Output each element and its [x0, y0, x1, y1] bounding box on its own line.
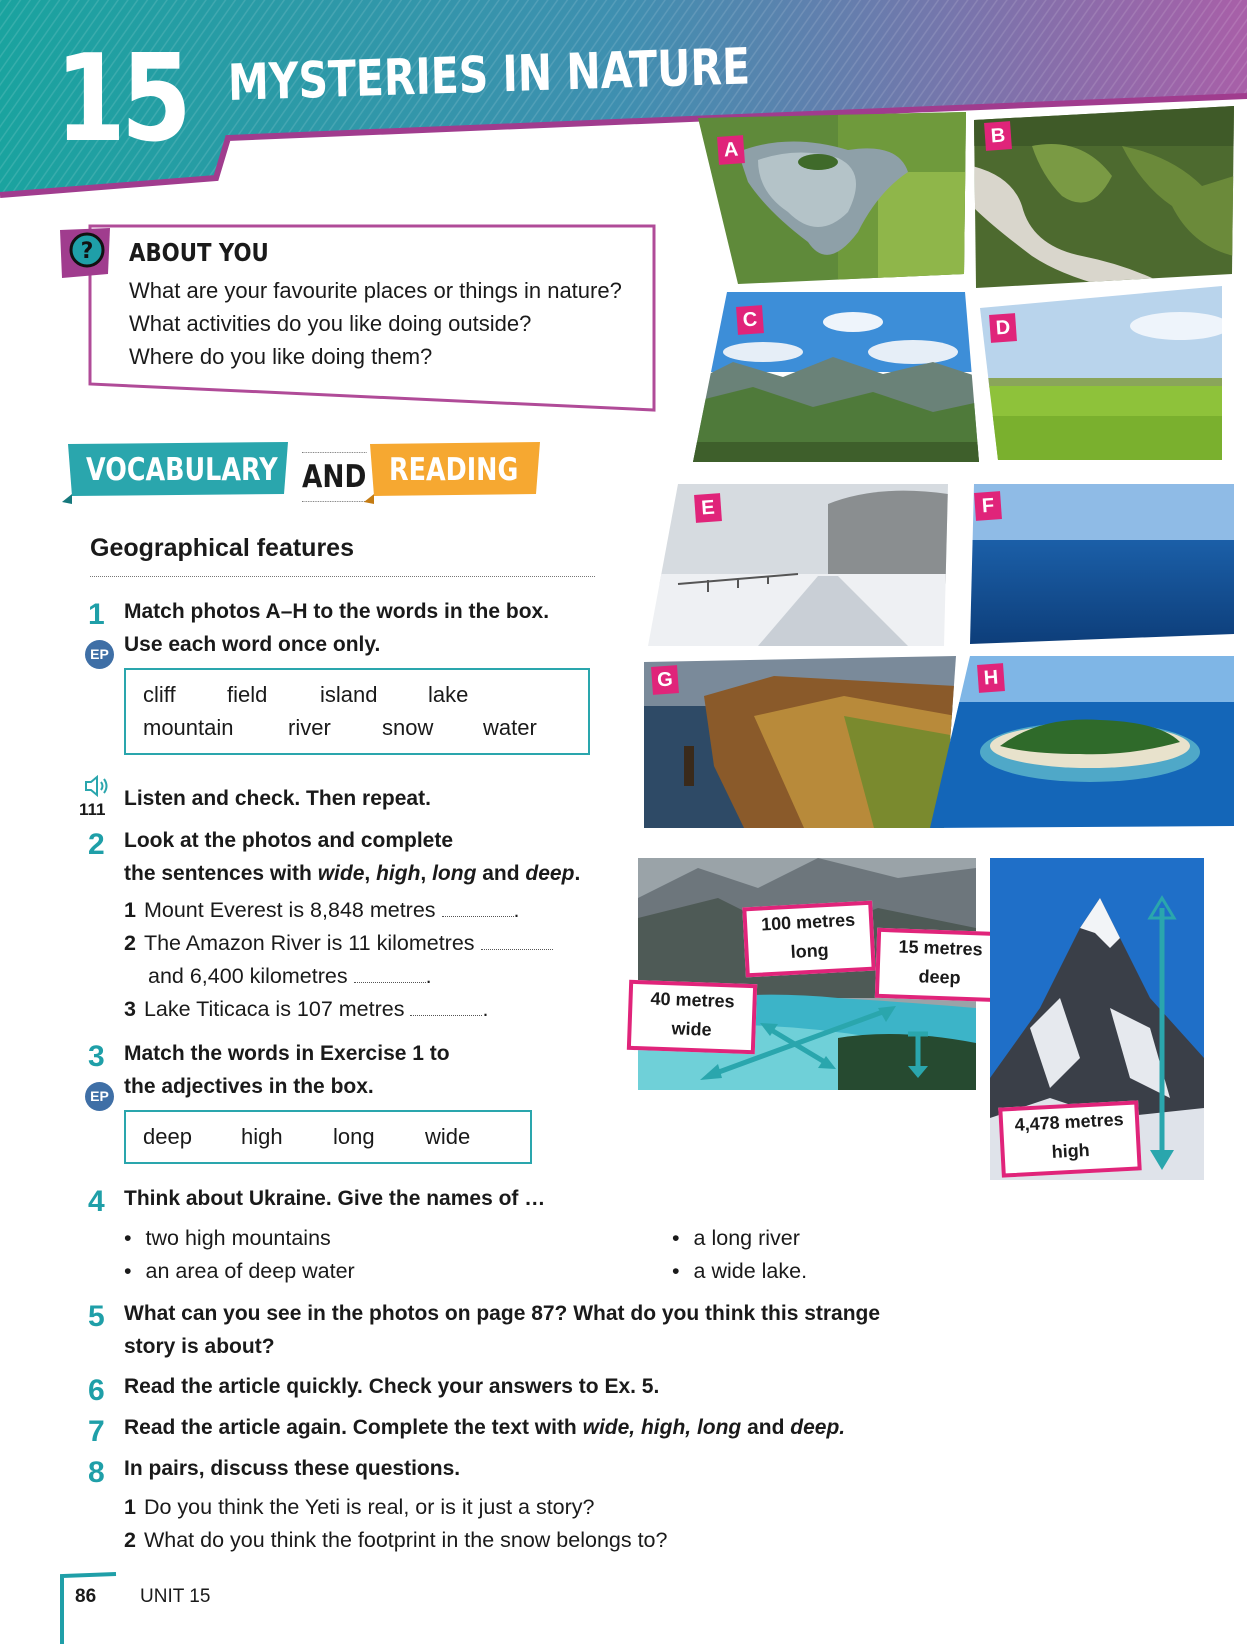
- ex4-bullet-3: • a long river: [672, 1226, 800, 1251]
- listen-instruction: Listen and check. Then repeat.: [124, 787, 431, 810]
- word-cliff: cliff: [143, 682, 176, 707]
- svg-text:?: ?: [80, 239, 94, 264]
- photo-d-field: [980, 286, 1222, 460]
- word-wide: wide: [425, 1124, 471, 1149]
- ex3-instruction-2: the adjectives in the box.: [124, 1075, 374, 1098]
- answer-blank[interactable]: [442, 898, 514, 917]
- photo-label-a: A: [717, 135, 745, 165]
- word-mountain: mountain: [143, 715, 234, 740]
- and-label: AND: [302, 452, 366, 502]
- ex2-number: 2: [88, 828, 105, 861]
- answer-blank[interactable]: [410, 997, 482, 1016]
- footer-unit: UNIT 15: [140, 1586, 211, 1607]
- unit-title: MYSTERIES IN NATURE: [227, 37, 751, 112]
- ep-badge-ex1: EP: [85, 640, 114, 669]
- answer-blank[interactable]: [354, 964, 426, 983]
- section-title: Geographical features: [90, 534, 354, 562]
- photo-label-c: C: [736, 305, 764, 335]
- photo-label-b: B: [984, 121, 1012, 151]
- word-island: island: [320, 682, 378, 707]
- word-lake: lake: [428, 682, 469, 707]
- word-water: water: [483, 715, 537, 740]
- ex2-item-2-cont: and 6,400 kilometres .: [148, 964, 432, 988]
- ex4-bullet-2: • an area of deep water: [124, 1259, 355, 1284]
- section-divider: [90, 576, 595, 577]
- question-icon: [60, 228, 110, 278]
- audio-track-number: 111: [79, 800, 106, 819]
- about-you-heading: ABOUT YOU: [129, 238, 269, 267]
- ex4-instruction: Think about Ukraine. Give the names of …: [124, 1187, 546, 1210]
- photo-label-f: F: [974, 491, 1002, 521]
- ex6-instruction: Read the article quickly. Check your answers to Ex. 5.: [124, 1375, 660, 1398]
- ep-badge-ex3: EP: [85, 1082, 114, 1111]
- ex5-instruction-1: What can you see in the photos on page 87? What do you think this strange: [124, 1302, 881, 1325]
- word-field: field: [227, 682, 268, 707]
- ex1-number: 1: [88, 598, 105, 631]
- photo-label-h: H: [977, 663, 1005, 693]
- vocabulary-tag: VOCABULARY: [86, 452, 278, 488]
- label-40m-wide: 40 metres wide: [627, 980, 757, 1054]
- photo-label-d: D: [989, 313, 1017, 343]
- ex4-bullet-1: • two high mountains: [124, 1226, 331, 1251]
- ex1-instruction-2: Use each word once only.: [124, 633, 381, 656]
- page-number: 86: [75, 1586, 97, 1607]
- ex4-number: 4: [88, 1185, 105, 1218]
- ex8-question-2: 2 What do you think the footprint in the snow belongs to?: [124, 1528, 668, 1552]
- ex3-instruction-1: Match the words in Exercise 1 to: [124, 1042, 450, 1065]
- label-4478m-high: 4,478 metres high: [998, 1100, 1141, 1177]
- ex2-item-3: 3 Lake Titicaca is 107 metres .: [124, 997, 489, 1021]
- word-high: high: [241, 1124, 283, 1149]
- ex2-instruction-2: the sentences with wide, high, long and deep.: [124, 862, 581, 885]
- answer-blank[interactable]: [481, 931, 553, 950]
- speaker-icon[interactable]: [84, 775, 110, 797]
- ex5-instruction-2: story is about?: [124, 1335, 275, 1358]
- word-deep: deep: [143, 1124, 192, 1149]
- about-question-2: What activities do you like doing outside?: [129, 311, 532, 336]
- ex7-instruction: Read the article again. Complete the text with wide, high, long and deep.: [124, 1416, 846, 1439]
- about-question-3: Where do you like doing them?: [129, 344, 433, 369]
- about-question-1: What are your favourite places or things in nature?: [129, 278, 622, 303]
- unit-number: 15: [55, 30, 187, 169]
- photo-b-river: [972, 106, 1234, 288]
- footer-corner: [58, 1572, 118, 1644]
- ex8-number: 8: [88, 1456, 105, 1489]
- ex5-number: 5: [88, 1300, 105, 1333]
- ex2-item-2: 2 The Amazon River is 11 kilometres: [124, 931, 553, 956]
- photo-label-g: G: [651, 665, 679, 695]
- word-long: long: [333, 1124, 375, 1149]
- ex3-number: 3: [88, 1040, 105, 1073]
- reading-tag: READING: [389, 452, 519, 488]
- word-snow: snow: [382, 715, 434, 740]
- ex4-bullet-4: • a wide lake.: [672, 1259, 807, 1284]
- ex2-instruction-1: Look at the photos and complete: [124, 829, 454, 852]
- label-15m-deep: 15 metres deep: [875, 928, 1005, 1002]
- word-river: river: [288, 715, 331, 740]
- ex6-number: 6: [88, 1374, 105, 1407]
- photo-e-snow: [648, 484, 948, 646]
- ex2-item-1: 1 Mount Everest is 8,848 metres .: [124, 898, 520, 922]
- ex1-instruction-1: Match photos A–H to the words in the box.: [124, 600, 550, 623]
- ex8-question-1: 1 Do you think the Yeti is real, or is it just a story?: [124, 1495, 595, 1519]
- photo-label-e: E: [694, 493, 722, 523]
- photo-g-cliff: [644, 656, 956, 828]
- ex7-number: 7: [88, 1415, 105, 1448]
- photo-h-island: [930, 656, 1234, 828]
- ex8-instruction: In pairs, discuss these questions.: [124, 1457, 461, 1480]
- photo-f-water: [964, 484, 1234, 644]
- label-100m-long: 100 metres long: [742, 901, 875, 978]
